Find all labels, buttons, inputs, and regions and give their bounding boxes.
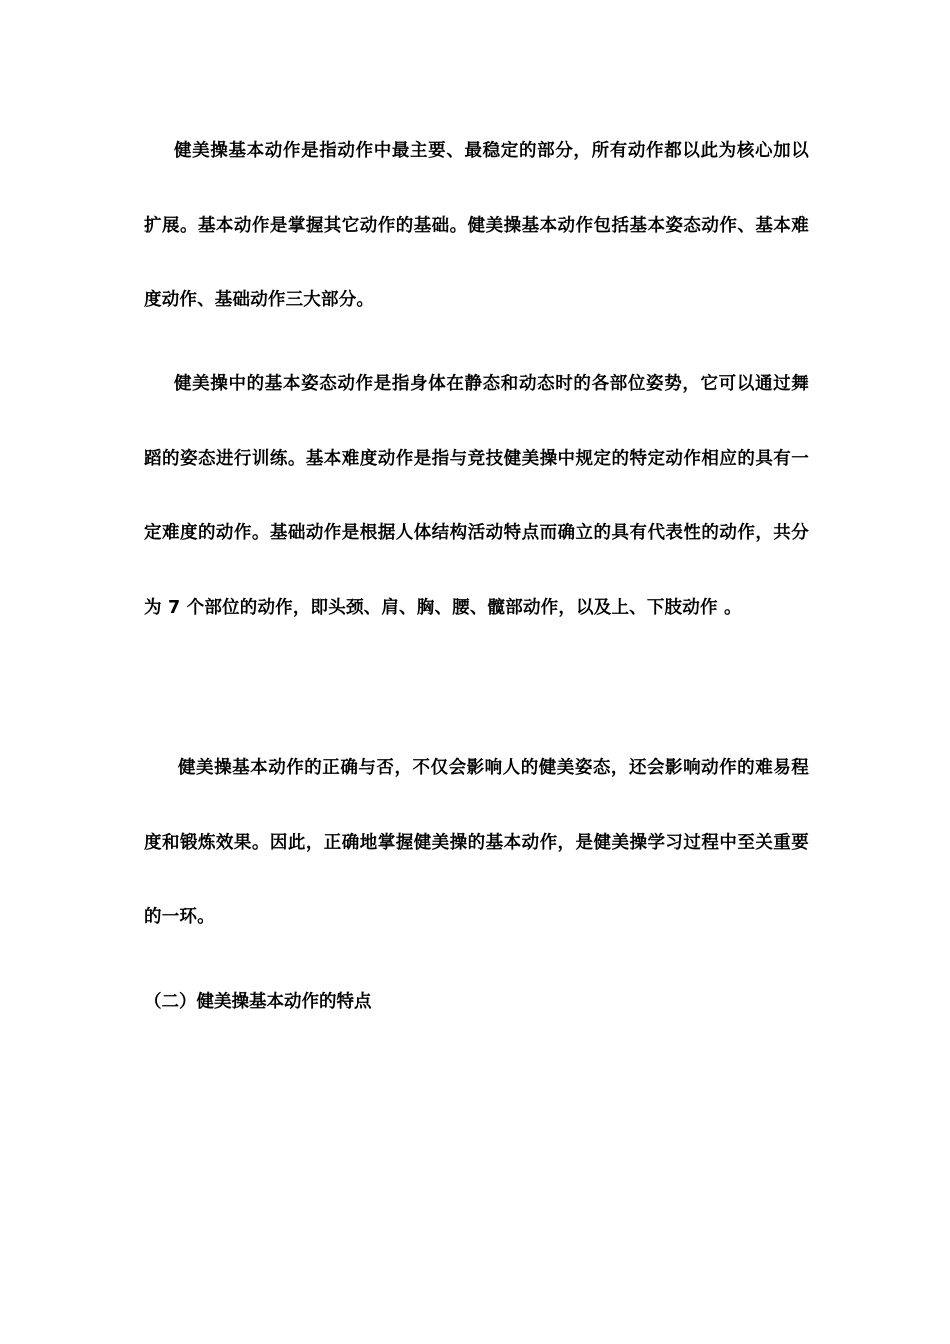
paragraph-basic-movements-definition: 健美操基本动作是指动作中最主要、最稳定的部分，所有动作都以此为核心加以扩展。基本动作是掌握其它动作的基础。健美操基本动作包括基本姿态动作、基本难度动作、基础动作三大部分。 bbox=[144, 141, 809, 310]
paragraph-importance-of-basic-movements: 健美操基本动作的正确与否，不仅会影响人的健美姿态，还会影响动作的难易程度和锻炼效果。因此，正确地掌握健美操的基本动作，是健美操学习过程中至关重要的一环。 bbox=[144, 758, 809, 927]
section-heading: （二）健美操基本动作的特点 bbox=[144, 992, 372, 1012]
paragraph-basic-posture-movements: 健美操中的基本姿态动作是指身体在静态和动态时的各部位姿势，它可以通过舞蹈的姿态进行训练。基本难度动作是指与竞技健美操中规定的特定动作相应的具有一定难度的动作。基础动作是根据人体结构活动特点而确立的具有代表性的动作，共分为 7 个部位的动作，即头颈、肩、胸、腰、髋部动作，以及上、下肢动作 。 bbox=[144, 374, 809, 618]
